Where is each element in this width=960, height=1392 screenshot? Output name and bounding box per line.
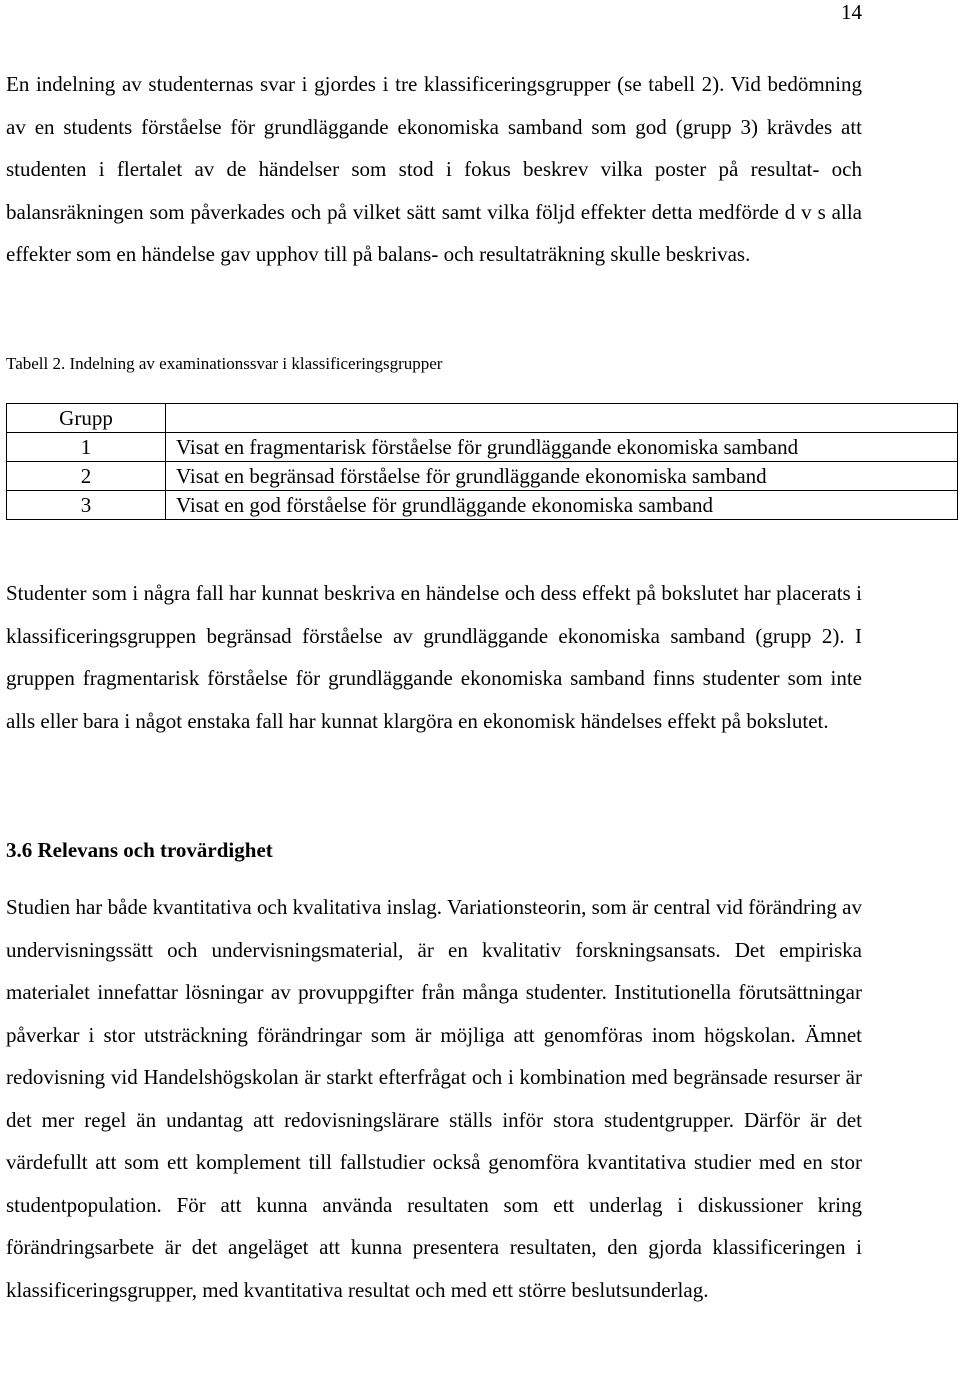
- table-header-description: [166, 404, 958, 433]
- group-description: Visat en god förståelse för grundläggande ekonomiska samband: [166, 491, 958, 520]
- relevance-paragraph: Studien har både kvantitativa och kvalitativa inslag. Variationsteorin, som är central vid förändring av undervisningssätt och undervisningsmaterial, är en kvalitativ forskningsansats. Det empiriska materialet innefattar lösningar av provuppgifter från många studenter. Institutionella förutsättningar påverkar i stor utsträckning förändringar som är möjliga att genomföras inom högskolan. Ämnet redovisning vid Handelshögskolan är starkt efterfrågat och i kombination med begränsade resurser är det mer regel än undantag att redovisningslärare ställs inför stora studentgrupper. Därför är det värdefullt att som ett komplement till fallstudier också genomföra kvantitativa studier med en stor studentpopulation. För att kunna använda resultaten som ett underlag i diskussioner kring förändringsarbete är det angeläget att kunna presentera resultaten, den gjorda klassificeringen i klassificeringsgrupper, med kvantitativa resultat och med ett större beslutsunderlag.: [6, 895, 862, 1302]
- table-caption: Tabell 2. Indelning av examinationssvar i klassificeringsgrupper: [6, 354, 443, 373]
- results-paragraph: Studenter som i några fall har kunnat beskriva en händelse och dess effekt på bokslutet har placerats i klassificeringsgruppen begränsad förståelse av grundläggande ekonomiska samband (grupp 2). I gruppen fragmentarisk förståelse för grundläggande ekonomiska samband finns studenter som inte alls eller bara i något enstaka fall har kunnat klargöra en ekonomisk händelses effekt på bokslutet.: [6, 581, 862, 733]
- page-number: 14: [841, 0, 862, 24]
- group-number: 3: [7, 491, 166, 520]
- intro-paragraph: En indelning av studenternas svar i gjordes i tre klassificeringsgrupper (se tabell 2). Vid bedömning av en students förståelse för grundläggande ekonomiska samband som god (grupp 3) krävdes att studenten i flertalet av de händelser som stod i fokus beskrev vilka poster på resultat- och balansräkningen som påverkades och på vilket sätt samt vilka följd effekter detta medförde d v s alla effekter som en händelse gav upphov till på balans- och resultaträkning skulle beskrivas.: [6, 72, 862, 266]
- table-header-group: Grupp: [7, 404, 166, 433]
- table-row: [7, 433, 958, 462]
- group-description: Visat en fragmentarisk förståelse för grundläggande ekonomiska samband: [166, 433, 958, 462]
- group-number: 1: [7, 433, 166, 462]
- group-number: 2: [7, 462, 166, 491]
- table-header-row: [7, 404, 958, 433]
- table-row: [7, 491, 958, 520]
- classification-table: [6, 403, 958, 520]
- section-heading: 3.6 Relevans och trovärdighet: [6, 838, 273, 862]
- table-row: [7, 462, 958, 491]
- group-description: Visat en begränsad förståelse för grundläggande ekonomiska samband: [166, 462, 958, 491]
